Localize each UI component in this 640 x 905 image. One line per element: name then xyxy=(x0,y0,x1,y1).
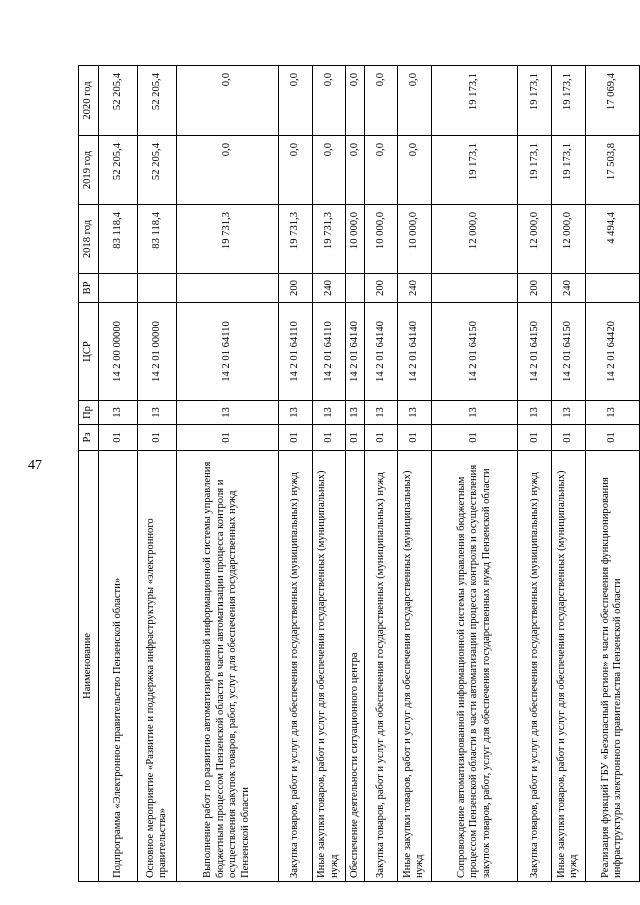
cell-2019: 52 205,4 xyxy=(99,136,138,205)
cell-csr: 14 2 01 64140 xyxy=(398,303,432,401)
cell-pr: 13 xyxy=(346,401,364,425)
cell-pr: 13 xyxy=(138,401,177,425)
cell-2019: 0,0 xyxy=(177,136,279,205)
cell-rz: 01 xyxy=(518,425,552,451)
cell-2020: 52 205,4 xyxy=(138,66,177,136)
cell-2019: 19 173,1 xyxy=(518,136,552,205)
cell-name: Выполнение работ по развитию автоматизированной информационной системы управления бюджетным процессом Пензенской области в части автоматизации процесса контроля и осуществления закупок товаров, работ, услуг для обеспечения государственных нужд Пензенской области xyxy=(177,451,279,882)
cell-vr xyxy=(99,274,138,303)
cell-pr: 13 xyxy=(364,401,398,425)
cell-2018: 12 000,0 xyxy=(431,205,518,274)
header-csr: ЦСР xyxy=(79,303,99,401)
cell-csr: 14 2 01 64140 xyxy=(364,303,398,401)
cell-name: Сопровождение автоматизированной информационной системы управления бюджетным процессом Пензенской области в части автоматизации процесса контроля и осуществления закупок товаров, работ, услуг для обеспечения государственных нужд Пензенской области xyxy=(431,451,518,882)
header-vr: ВР xyxy=(79,274,99,303)
header-2020: 2020 год xyxy=(79,66,99,136)
cell-vr: 200 xyxy=(364,274,398,303)
table-row xyxy=(312,66,346,882)
cell-rz: 01 xyxy=(312,425,346,451)
cell-2019: 17 503,8 xyxy=(585,136,639,205)
cell-2018: 12 000,0 xyxy=(552,205,586,274)
cell-csr: 14 2 01 64150 xyxy=(552,303,586,401)
table-row xyxy=(585,66,639,882)
header-2018: 2018 год xyxy=(79,205,99,274)
budget-table xyxy=(78,65,640,882)
cell-2020: 19 173,1 xyxy=(552,66,586,136)
cell-csr: 14 2 01 00000 xyxy=(138,303,177,401)
cell-vr: 200 xyxy=(278,274,312,303)
cell-vr xyxy=(177,274,279,303)
cell-vr: 200 xyxy=(518,274,552,303)
cell-pr: 13 xyxy=(99,401,138,425)
cell-2018: 10 000,0 xyxy=(364,205,398,274)
cell-2018: 19 731,3 xyxy=(177,205,279,274)
cell-vr xyxy=(346,274,364,303)
cell-2018: 10 000,0 xyxy=(398,205,432,274)
cell-2019: 0,0 xyxy=(346,136,364,205)
header-pr: Пр xyxy=(79,401,99,425)
cell-name: Закупка товаров, работ и услуг для обеспечения государственных (муниципальных) нужд xyxy=(364,451,398,882)
header-2019: 2019 год xyxy=(79,136,99,205)
cell-vr: 240 xyxy=(312,274,346,303)
table-row xyxy=(99,66,138,882)
table-row xyxy=(398,66,432,882)
cell-2020: 0,0 xyxy=(177,66,279,136)
page-number: 47 xyxy=(28,458,42,473)
cell-2020: 19 173,1 xyxy=(518,66,552,136)
cell-name: Закупка товаров, работ и услуг для обеспечения государственных (муниципальных) нужд xyxy=(278,451,312,882)
cell-2020: 0,0 xyxy=(346,66,364,136)
cell-rz: 01 xyxy=(346,425,364,451)
cell-2019: 0,0 xyxy=(312,136,346,205)
cell-2019: 0,0 xyxy=(364,136,398,205)
cell-pr: 13 xyxy=(177,401,279,425)
cell-pr: 13 xyxy=(278,401,312,425)
cell-vr: 240 xyxy=(552,274,586,303)
table-row xyxy=(138,66,177,882)
cell-name: Основное мероприятие «Развитие и поддержка инфраструктуры «электронного правительства» xyxy=(138,451,177,882)
table-row xyxy=(278,66,312,882)
cell-2020: 19 173,1 xyxy=(431,66,518,136)
cell-name: Иные закупки товаров, работ и услуг для обеспечения государственных (муниципальных) нужд xyxy=(312,451,346,882)
cell-csr: 14 2 01 64150 xyxy=(518,303,552,401)
cell-rz: 01 xyxy=(552,425,586,451)
cell-name: Подпрограмма «Электронное правительство Пензенской области» xyxy=(99,451,138,882)
cell-2018: 83 118,4 xyxy=(138,205,177,274)
cell-rz: 01 xyxy=(364,425,398,451)
cell-rz: 01 xyxy=(99,425,138,451)
cell-2020: 0,0 xyxy=(364,66,398,136)
cell-pr: 13 xyxy=(518,401,552,425)
cell-2018: 19 731,3 xyxy=(278,205,312,274)
cell-csr: 14 2 01 64110 xyxy=(177,303,279,401)
table-row xyxy=(431,66,518,882)
cell-2019: 0,0 xyxy=(278,136,312,205)
header-name: Наименование xyxy=(79,451,99,882)
cell-pr: 13 xyxy=(585,401,639,425)
cell-rz: 01 xyxy=(177,425,279,451)
cell-2020: 17 069,4 xyxy=(585,66,639,136)
table-row xyxy=(552,66,586,882)
header-rz: Рз xyxy=(79,425,99,451)
cell-pr: 13 xyxy=(431,401,518,425)
cell-vr xyxy=(585,274,639,303)
table-row xyxy=(518,66,552,882)
cell-vr: 240 xyxy=(398,274,432,303)
cell-rz: 01 xyxy=(585,425,639,451)
cell-2018: 4 494,4 xyxy=(585,205,639,274)
cell-2019: 0,0 xyxy=(398,136,432,205)
cell-csr: 14 2 00 00000 xyxy=(99,303,138,401)
cell-csr: 14 2 01 64110 xyxy=(312,303,346,401)
cell-csr: 14 2 01 64110 xyxy=(278,303,312,401)
cell-name: Иные закупки товаров, работ и услуг для обеспечения государственных (муниципальных) нужд xyxy=(552,451,586,882)
cell-2019: 19 173,1 xyxy=(431,136,518,205)
table-row xyxy=(177,66,279,882)
table-header-row xyxy=(79,66,99,882)
cell-2019: 52 205,4 xyxy=(138,136,177,205)
cell-2020: 0,0 xyxy=(312,66,346,136)
cell-csr: 14 2 01 64150 xyxy=(431,303,518,401)
cell-name: Закупка товаров, работ и услуг для обеспечения государственных (муниципальных) нужд xyxy=(518,451,552,882)
cell-rz: 01 xyxy=(431,425,518,451)
cell-2018: 10 000,0 xyxy=(346,205,364,274)
cell-2018: 83 118,4 xyxy=(99,205,138,274)
cell-csr: 14 2 01 64140 xyxy=(346,303,364,401)
cell-csr: 14 2 01 64420 xyxy=(585,303,639,401)
cell-rz: 01 xyxy=(398,425,432,451)
cell-2019: 19 173,1 xyxy=(552,136,586,205)
cell-vr xyxy=(138,274,177,303)
cell-2018: 12 000,0 xyxy=(518,205,552,274)
cell-2018: 19 731,3 xyxy=(312,205,346,274)
cell-name: Обеспечение деятельности ситуационного центра xyxy=(346,451,364,882)
cell-pr: 13 xyxy=(398,401,432,425)
table-row xyxy=(364,66,398,882)
cell-vr xyxy=(431,274,518,303)
cell-name: Реализация функций ГБУ «Безопасный регион» в части обеспечения функционирования инфраструктуры электронного правительства Пензенской области xyxy=(585,451,639,882)
cell-2020: 0,0 xyxy=(278,66,312,136)
cell-rz: 01 xyxy=(138,425,177,451)
cell-rz: 01 xyxy=(278,425,312,451)
cell-pr: 13 xyxy=(312,401,346,425)
table-row xyxy=(346,66,364,882)
cell-pr: 13 xyxy=(552,401,586,425)
cell-2020: 0,0 xyxy=(398,66,432,136)
cell-name: Иные закупки товаров, работ и услуг для обеспечения государственных (муниципальных) нужд xyxy=(398,451,432,882)
rotated-table-container xyxy=(78,66,640,882)
cell-2020: 52 205,4 xyxy=(99,66,138,136)
